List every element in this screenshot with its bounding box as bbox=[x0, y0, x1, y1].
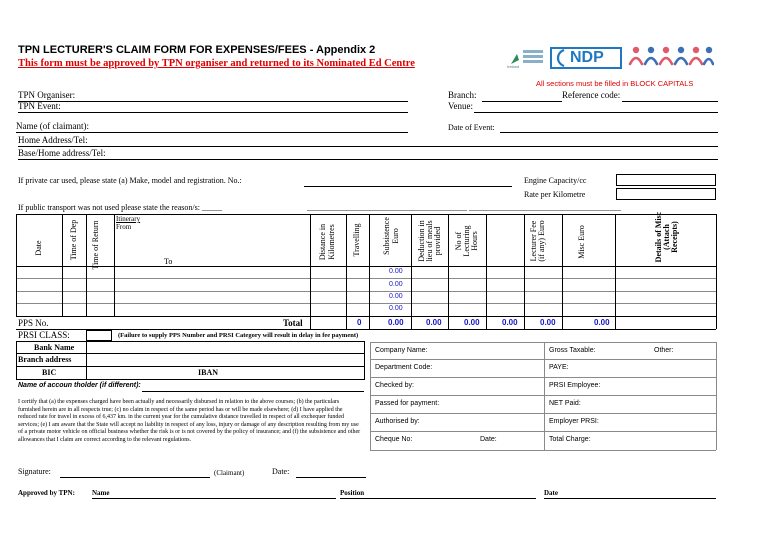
col-header-itinerary: Itinerary bbox=[116, 215, 141, 223]
total-distance: 0 bbox=[357, 318, 362, 327]
reference-code-label: Reference code: bbox=[562, 90, 621, 100]
col-header-date: Date bbox=[34, 240, 43, 256]
total-lecturing-hours: 0.00 bbox=[502, 318, 518, 327]
col-header-deductions: Deduction in lieu of meals provided bbox=[417, 220, 442, 262]
engine-capacity-box[interactable] bbox=[616, 174, 716, 186]
tpn-event-label: TPN Event: bbox=[18, 101, 61, 111]
col-header-subsistence: Subsistence Euro bbox=[382, 217, 400, 255]
form-subtitle: This form must be approved by TPN organiser and returned to its Nominated Ed Centre bbox=[18, 58, 415, 69]
private-car-label: If private car used, please state (a) Make, model and registration. No.: bbox=[18, 176, 242, 185]
date-of-event-label: Date of Event: bbox=[448, 123, 495, 132]
private-car-field[interactable] bbox=[304, 186, 512, 187]
col-header-travelling: Travelling bbox=[352, 223, 361, 257]
branch-field[interactable] bbox=[482, 101, 562, 102]
total-travelling: 0.00 bbox=[388, 318, 404, 327]
form-title: TPN LECTURER'S CLAIM FORM FOR EXPENSES/FEES - Appendix 2 bbox=[18, 44, 376, 56]
block-capitals-note: All sections must be filled in BLOCK CAPITALS bbox=[536, 79, 694, 88]
bic-label: BIC bbox=[42, 368, 57, 377]
bank-name-label: Bank Name bbox=[34, 343, 75, 352]
account-holder-field[interactable] bbox=[142, 391, 364, 392]
public-transport-field[interactable]: ________________________________________ ______________________________________ bbox=[307, 203, 621, 212]
tpn-event-field[interactable] bbox=[18, 112, 408, 113]
table-row-subsistence[interactable]: 0.00 bbox=[389, 268, 403, 275]
pps-no-label: PPS No. bbox=[18, 318, 49, 328]
people-group-icon bbox=[628, 44, 714, 72]
authorised-by-label: Authorised by: bbox=[375, 418, 420, 425]
employer-prsi-label: Employer PRSI: bbox=[549, 418, 599, 425]
approver-position-label: Position bbox=[340, 489, 365, 497]
claimant-label: (Claimant) bbox=[214, 469, 245, 477]
engine-capacity-label: Engine Capacity/cc bbox=[524, 176, 587, 185]
ireland-logo-text: Ireland bbox=[507, 64, 520, 69]
prsi-class-box[interactable] bbox=[86, 330, 112, 341]
claimant-name-label: Name (of claimant): bbox=[16, 121, 89, 131]
base-address-field[interactable] bbox=[18, 159, 718, 160]
home-address-label: Home Address/Tel: bbox=[18, 135, 88, 145]
col-header-distance: Distance in Kilometres bbox=[318, 223, 336, 261]
signature-label: Signature: bbox=[18, 467, 51, 476]
gross-taxable-label: Gross Taxable: bbox=[549, 347, 596, 354]
prsi-employee-label: PRSI Employee: bbox=[549, 382, 601, 389]
table-row-subsistence[interactable]: 0.00 bbox=[389, 281, 403, 288]
cheque-no-label: Cheque No: bbox=[375, 436, 413, 443]
department-code-label: Department Code: bbox=[375, 364, 433, 371]
venue-label: Venue: bbox=[448, 101, 473, 111]
ireland-logo bbox=[507, 46, 547, 70]
passed-for-payment-label: Passed for payment: bbox=[375, 400, 440, 407]
company-name-label: Company Name: bbox=[375, 347, 428, 354]
total-subsistence: 0.00 bbox=[426, 318, 442, 327]
tpn-organiser-field[interactable] bbox=[18, 101, 408, 102]
col-header-time-of-return: Time of Return bbox=[91, 220, 100, 270]
account-holder-label: Name of accoun tholder (if different): bbox=[18, 382, 141, 389]
branch-address-label: Branch address bbox=[18, 355, 72, 364]
approver-date-field[interactable] bbox=[544, 498, 716, 499]
tpn-organiser-label: TPN Organiser: bbox=[18, 90, 76, 100]
total-label: Total bbox=[283, 318, 303, 328]
signature-date-field[interactable] bbox=[296, 477, 366, 478]
claimant-name-field[interactable] bbox=[16, 132, 408, 133]
certification-text: I certify that (a) the expenses charged have been actually and necessarily disbursed in relation to the above courses; (b) the particulars furnished herein are in all respects true; (c) no claim in respect of the same period has or will be made elsewhere; (d) I have applied the reduced rate for travel in excess of 6,437 km. in the current year for the cumulative distance travelled in respect of all exchequer funded services; (e) I am aware that the State will accept no liability in respect of any loss, injury or damage of any description resulting from my use of a private motor vehicle on official business whether the risk is or is not covered by the policy of insurance; and (f) the subsistence and other allowances that I claim are correct according to the relevant regulations. bbox=[18, 399, 361, 443]
col-header-details-misc: Details of Misc (Attach Receipts) bbox=[654, 211, 679, 263]
rate-per-km-box[interactable] bbox=[616, 188, 716, 200]
branch-label: Branch: bbox=[448, 90, 477, 100]
reference-code-field[interactable] bbox=[622, 101, 718, 102]
iban-label: IBAN bbox=[198, 368, 219, 377]
rate-per-km-label: Rate per Kilometre bbox=[524, 190, 586, 199]
paye-label: PAYE: bbox=[549, 364, 569, 371]
cheque-date-label: Date: bbox=[480, 436, 497, 443]
col-header-misc: Misc Euro bbox=[577, 225, 586, 259]
col-header-time-of-dep: Time of Dep bbox=[69, 219, 78, 261]
ndp-logo-text: NDP bbox=[570, 49, 604, 66]
total-charge-label: Total Charge: bbox=[549, 436, 591, 443]
checked-by-label: Checked by: bbox=[375, 382, 414, 389]
approved-by-label: Approved by TPN: bbox=[18, 489, 75, 497]
base-address-label: Base/Home address/Tel: bbox=[18, 148, 106, 158]
col-header-to: To bbox=[164, 257, 173, 266]
home-address-field[interactable] bbox=[18, 146, 718, 147]
ndp-logo bbox=[550, 47, 622, 69]
total-deductions: 0.00 bbox=[464, 318, 480, 327]
net-paid-label: NET Paid: bbox=[549, 400, 581, 407]
signature-date-label: Date: bbox=[272, 467, 290, 476]
pps-failure-note: (Failure to supply PPS Number and PRSI Category will result in delay in fee payment) bbox=[118, 332, 359, 339]
approver-name-field[interactable] bbox=[92, 498, 336, 499]
col-header-lecturer-fee: Lecturer Fee (if any) Euro bbox=[529, 220, 546, 262]
people-logo bbox=[628, 44, 714, 72]
approver-name-label: Name bbox=[92, 489, 110, 497]
other-label: Other: bbox=[654, 347, 674, 354]
venue-field[interactable] bbox=[474, 112, 718, 113]
total-misc: 0.00 bbox=[594, 318, 610, 327]
col-header-lecturing-hours: No of Lecturing Hours bbox=[454, 225, 479, 257]
public-transport-label: If public transport was not used please state the reason/s: _____ bbox=[18, 203, 222, 212]
prsi-class-label: PRSI CLASS: bbox=[18, 330, 70, 340]
approver-date-label: Date bbox=[544, 489, 558, 497]
approver-position-field[interactable] bbox=[340, 498, 536, 499]
table-row-subsistence[interactable]: 0.00 bbox=[389, 293, 403, 300]
signature-field[interactable] bbox=[60, 477, 210, 478]
date-of-event-field[interactable] bbox=[500, 132, 718, 133]
col-header-from: From bbox=[116, 223, 132, 231]
ndp-swirl-icon bbox=[554, 49, 568, 67]
table-row-subsistence[interactable]: 0.00 bbox=[389, 305, 403, 312]
total-lecturer-fee: 0.00 bbox=[540, 318, 556, 327]
